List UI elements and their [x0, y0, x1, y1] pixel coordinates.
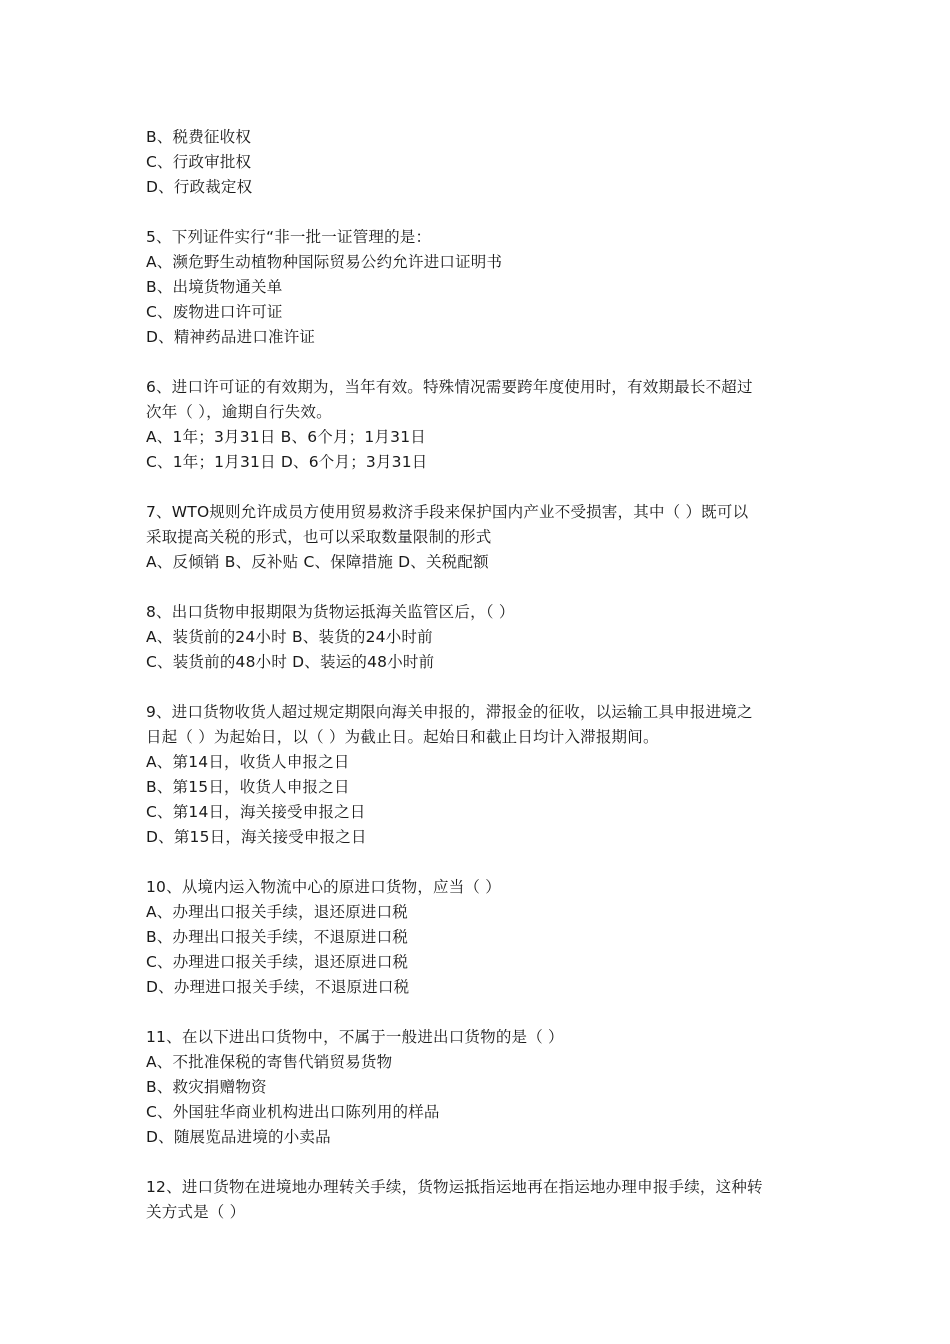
blank-line — [146, 1000, 806, 1025]
question-9: 9、进口货物收货人超过规定期限向海关申报的，滞报金的征收，以运输工具申报进境之 — [146, 703, 753, 721]
text-line: A、第14日，收货人申报之日 — [146, 753, 350, 771]
text-line: D、精神药品进口准许证 — [146, 328, 316, 346]
question-7: 7、WTO规则允许成员方使用贸易救济手段来保护国内产业不受损害，其中（ ）既可以 — [146, 503, 749, 521]
text-line: 采取提高关税的形式，也可以采取数量限制的形式 — [146, 528, 492, 546]
text-line: D、行政裁定权 — [146, 178, 253, 196]
text-line: A、反倾销 B、反补贴 C、保障措施 D、关税配额 — [146, 553, 489, 571]
text-line: A、1年；3月31日 B、6个月；1月31日 — [146, 428, 426, 446]
text-line: C、废物进口许可证 — [146, 303, 283, 321]
text-line: D、第15日，海关接受申报之日 — [146, 828, 367, 846]
text-line: A、办理出口报关手续，退还原进口税 — [146, 903, 409, 921]
blank-line — [146, 675, 806, 700]
text-line: D、办理进口报关手续，不退原进口税 — [146, 978, 410, 996]
text-line: B、第15日，收货人申报之日 — [146, 778, 350, 796]
question-6: 6、进口许可证的有效期为，当年有效。特殊情况需要跨年度使用时，有效期最长不超过 — [146, 378, 753, 396]
blank-line — [146, 475, 806, 500]
document-body — [146, 125, 806, 1225]
text-line: 关方式是（ ） — [146, 1203, 246, 1221]
text-line: 次年（ ），逾期自行失效。 — [146, 403, 332, 421]
text-line: C、外国驻华商业机构进出口陈列用的样品 — [146, 1103, 440, 1121]
question-5: 5、下列证件实行“非一批一证管理的是： — [146, 228, 432, 246]
text-line: C、行政审批权 — [146, 153, 252, 171]
blank-line — [146, 350, 806, 375]
text-line: 日起（ ）为起始日，以（ ）为截止日。起始日和截止日均计入滞报期间。 — [146, 728, 659, 746]
text-line: B、税费征收权 — [146, 128, 252, 146]
text-line: D、随展览品进境的小卖品 — [146, 1128, 331, 1146]
text-line: A、装货前的24小时 B、装货的24小时前 — [146, 628, 433, 646]
question-12: 12、进口货物在进境地办理转关手续，货物运抵指运地再在指运地办理申报手续，这种转 — [146, 1178, 763, 1196]
text-line: B、救灾捐赠物资 — [146, 1078, 267, 1096]
text-line: B、出境货物通关单 — [146, 278, 283, 296]
blank-line — [146, 850, 806, 875]
blank-line — [146, 200, 806, 225]
text-line: B、办理出口报关手续，不退原进口税 — [146, 928, 409, 946]
text-line: C、第14日，海关接受申报之日 — [146, 803, 366, 821]
text-line: A、不批准保税的寄售代销贸易货物 — [146, 1053, 393, 1071]
text-line: A、濒危野生动植物种国际贸易公约允许进口证明书 — [146, 253, 503, 271]
text-line: C、1年；1月31日 D、6个月；3月31日 — [146, 453, 428, 471]
question-10: 10、从境内运入物流中心的原进口货物，应当（ ） — [146, 878, 501, 896]
question-11: 11、在以下进出口货物中，不属于一般进出口货物的是（ ） — [146, 1028, 564, 1046]
text-line: C、装货前的48小时 D、装运的48小时前 — [146, 653, 435, 671]
blank-line — [146, 1150, 806, 1175]
text-line: C、办理进口报关手续，退还原进口税 — [146, 953, 409, 971]
question-8: 8、出口货物申报期限为货物运抵海关监管区后，（ ） — [146, 603, 515, 621]
blank-line — [146, 575, 806, 600]
